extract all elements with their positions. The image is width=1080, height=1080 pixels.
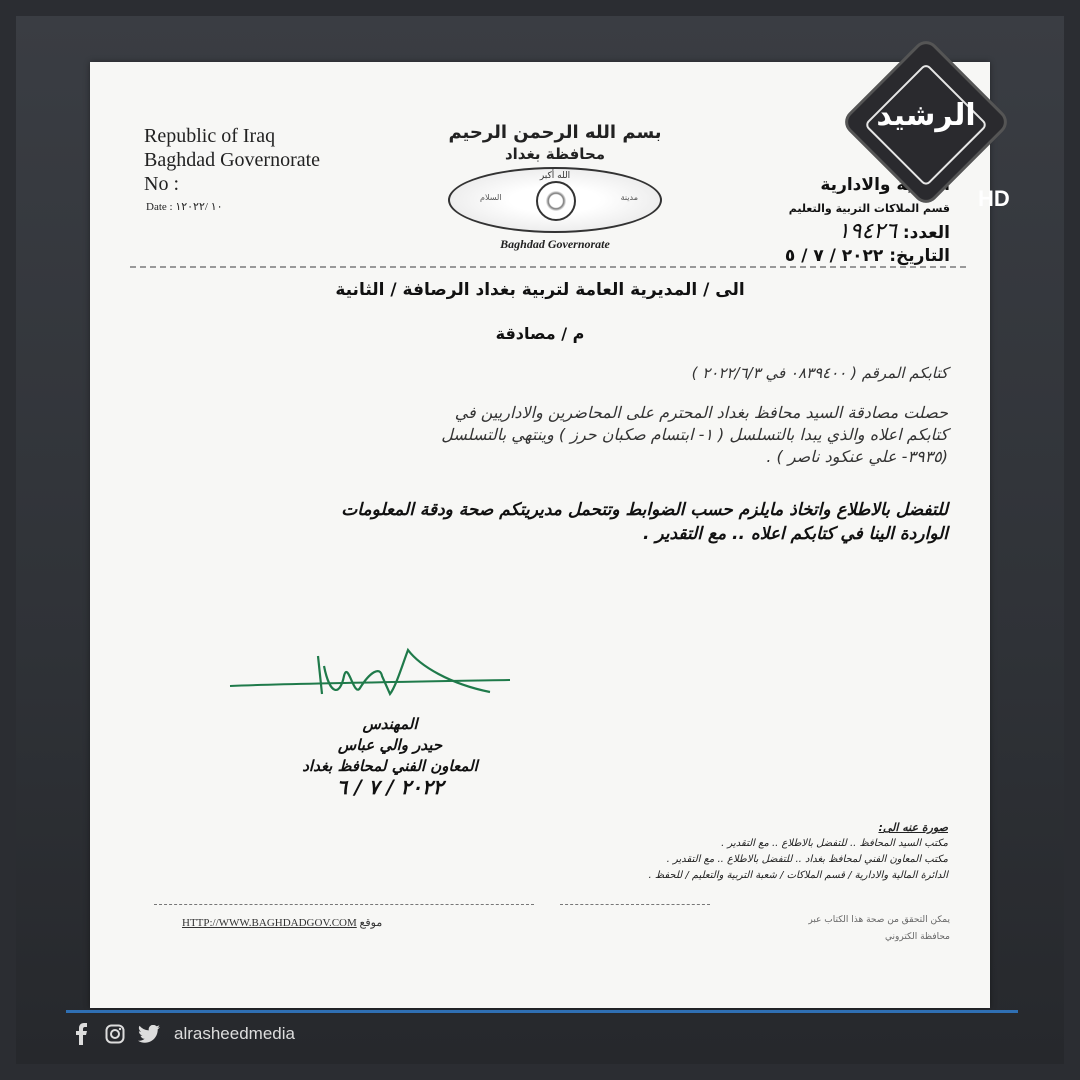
bismillah-text: بسم الله الرحمن الرحيم <box>448 122 662 143</box>
request-line: للتفضل بالاطلاع واتخاذ مايلزم حسب الضوابط وتتحمل مديريتكم صحة ودقة المعلومات <box>341 500 948 520</box>
copies-to <box>428 820 948 884</box>
copies-item: الدائرة المالية والادارية / قسم الملاكات / شعبة التربية والتعليم / للحفظ . <box>648 870 948 881</box>
website-line <box>182 916 382 929</box>
body-line: حصلت مصادقة السيد محافظ بغداد المحترم على المحاضرين والاداريين في <box>454 403 948 422</box>
reference-line: كتابكم المرقم ( ٠٨٣٩٤٠٠ في ٢٠٢٢/٦/٣ ) <box>691 364 948 382</box>
request-line: الواردة الينا في كتابكم اعلاه .. مع التقدير . <box>642 524 948 544</box>
recipient-line: الى / المديرية العامة لتربية بغداد الرصافة / الثانية <box>335 280 745 300</box>
body-line: كتابكم اعلاه والذي يبدا بالتسلسل ( ١- ابتسام صكبان حرز ) وينتهي بالتسلسل <box>441 425 948 444</box>
verify-line: محافظة الكتروني <box>885 932 950 942</box>
emblem-governorate-ar: محافظة بغداد <box>504 145 606 163</box>
social-bar <box>70 1023 295 1045</box>
instagram-icon[interactable] <box>104 1023 126 1045</box>
seal-left-text: السلام <box>480 193 502 202</box>
signature-mark <box>220 636 520 716</box>
header-ar-date-value: ٢٠٢٢ / ٧ / ٥ <box>784 246 884 266</box>
verify-line: يمكن التحقق من صحة هذا الكتاب عبر <box>808 915 950 925</box>
subject-line: م / مصادقة <box>495 324 585 343</box>
seal-top-text: الله أكبر <box>539 171 571 181</box>
twitter-icon[interactable] <box>138 1023 160 1045</box>
seal-compass-icon <box>536 181 576 221</box>
signatory-date: ٢٠٢٢ / ٧ / ٦ <box>336 775 444 799</box>
copies-heading: صورة عنه الى: <box>878 821 948 834</box>
website-label: موقع <box>359 917 383 929</box>
body-line: (٣٩٣٥- علي عنكود ناصر ) . <box>766 447 948 466</box>
header-en-date: Date : ١٠ /١٢٠٢٢ <box>146 201 223 213</box>
header-ar-number-row <box>785 220 950 245</box>
signatory-position: المعاون الفني لمحافظ بغداد <box>302 757 478 775</box>
logo-text: الرشيد <box>876 98 976 133</box>
footer-accent-line <box>66 1010 1018 1013</box>
footer-divider <box>560 904 710 905</box>
website-url[interactable]: HTTP://WWW.BAGHDADGOV.COM <box>182 917 357 929</box>
copies-item: مكتب المعاون الفني لمحافظ بغداد .. للتفضل بالاطلاع .. مع التقدير . <box>666 854 948 865</box>
header-divider <box>130 266 966 268</box>
emblem-governorate-en: Baghdad Governorate <box>500 237 610 251</box>
official-letter <box>90 62 990 1008</box>
seal-right-text: مدينة <box>620 193 638 202</box>
header-ar-section: قسم الملاكات التربية والتعليم <box>788 202 950 215</box>
header-english <box>144 124 320 196</box>
header-en-country: Republic of Iraq <box>144 125 276 147</box>
hd-badge: HD <box>978 186 1010 211</box>
governorate-emblem <box>440 122 670 272</box>
letter-request <box>150 498 948 546</box>
header-en-number-label: No : <box>144 173 179 195</box>
header-ar-number-value: ١٩٤٢٦ <box>837 219 897 244</box>
header-en-governorate: Baghdad Governorate <box>144 149 321 171</box>
governorate-seal <box>448 167 662 233</box>
header-ar-number-label: العدد: <box>902 223 950 243</box>
copies-item: مكتب السيد المحافظ .. للتفضل بالاطلاع .. مع التقدير . <box>721 838 948 849</box>
signatory-block <box>270 714 510 798</box>
letter-body <box>150 402 948 468</box>
header-ar-date-label: التاريخ: <box>889 246 950 266</box>
footer-divider <box>154 904 534 905</box>
signatory-title: المهندس <box>362 715 418 733</box>
header-ar-department: المالية والادارية <box>820 175 950 195</box>
signatory-name: حيدر والي عباس <box>337 736 443 754</box>
header-ar-date-row <box>785 245 950 268</box>
social-handle[interactable]: alrasheedmedia <box>174 1024 295 1043</box>
facebook-icon[interactable] <box>70 1023 92 1045</box>
verify-note <box>780 912 950 946</box>
